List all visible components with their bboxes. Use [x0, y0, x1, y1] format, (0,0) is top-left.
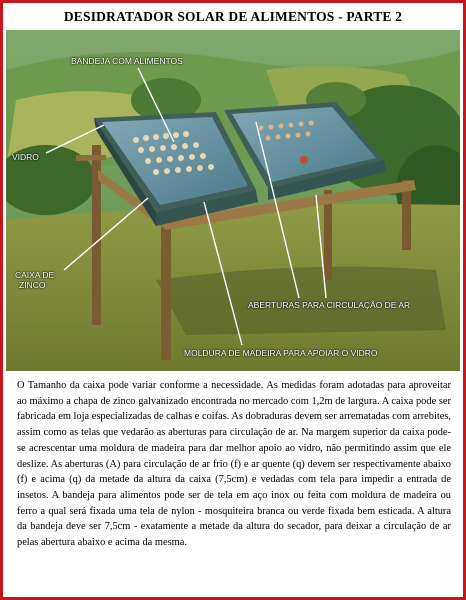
label-caixa-line2: ZINCO — [19, 280, 46, 290]
label-moldura: MOLDURA DE MADEIRA PARA APOIAR O VIDRO — [184, 348, 378, 358]
food-item-red — [300, 156, 308, 164]
label-caixa-line1: CAIXA DE — [15, 270, 55, 280]
label-bandeja: BANDEJA COM ALIMENTOS — [71, 56, 183, 66]
wooden-leg — [161, 225, 171, 360]
page-title: DESIDRATADOR SOLAR DE ALIMENTOS - PARTE 2 — [63, 9, 403, 24]
wooden-frame — [76, 155, 106, 161]
body-paragraph: O Tamanho da caixa pode variar conforme a necessidade. As medidas foram adotadas para aproveitar ao máximo a chapa de zinco galvanizado encontrada no mercado com 1,2m de largura. A caixa pode ser fabricada em loja especializadas de calhas e coifas. As dobraduras devem ser arrematadas com arrebites, assim como as telas que vedarão as aberturas para circulação de ar. Na margem superior da caixa pode-se acrescentar uma moldura de madeira para dar melhor apoio ao vidro, não permitindo assim que ele deslize. As aberturas (A) para circulação de ar frio (f) e ar quente (q) devem ser respectivamente abaixo (f) e acima (q) da metade da altura da caixa (7,5cm) e vedadas com tela para impedir a entrada de insetos. A bandeja para alimentos pode ser de tela em aço inox ou feita com moldura de madeira ou ferro a qual será fixada uma tela de nylon - mosquiteira branca ou verde fixada bem esticada. A altura da bandeja deve ser 7,5cm - exatamente a metade da altura do secador, para deixar a circulação de ar pelas abertura abaixo e acima da mesma. — [17, 380, 451, 549]
label-aberturas: ABERTURAS PARA CIRCULAÇÃO DE AR — [248, 300, 411, 310]
dehydrator-photo — [6, 30, 460, 371]
label-vidro: VIDRO — [12, 152, 39, 162]
